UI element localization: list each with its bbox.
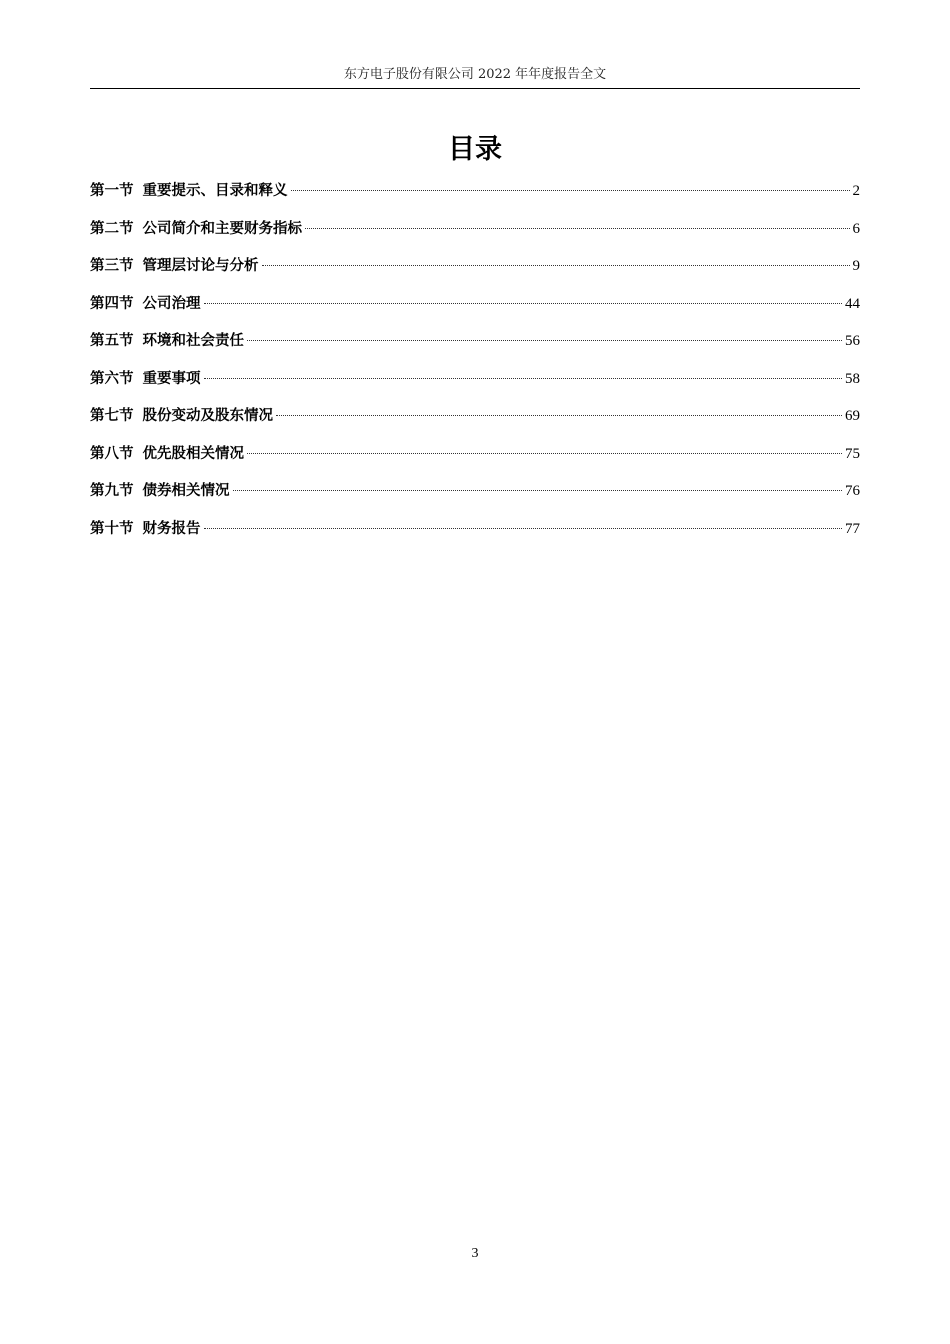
dot-leader [305,227,850,229]
toc-section-number: 第九节 [90,483,134,499]
dot-leader [204,377,843,379]
dot-leader [291,189,850,191]
toc-page-number: 56 [845,333,860,349]
toc-entry[interactable] [90,405,860,443]
dot-leader [247,339,842,341]
running-header [90,66,860,89]
toc-section-label: 债券相关情况 [142,483,230,499]
toc-entry[interactable] [90,218,860,256]
toc-section-label: 优先股相关情况 [142,445,244,462]
toc-page-number: 69 [845,408,860,424]
toc-page-number: 58 [845,370,860,387]
toc-entry[interactable] [90,330,860,368]
toc-entry[interactable] [90,518,860,556]
toc-entry[interactable] [90,255,860,293]
dot-leader [262,264,850,266]
toc-entry[interactable] [90,293,860,331]
toc-section-label: 公司治理 [142,295,201,312]
toc-page-number: 77 [845,520,860,537]
page-title: 目录 [448,134,502,165]
toc-section-number: 第十节 [90,520,134,537]
toc-section-number: 第六节 [90,370,134,387]
toc-section-number: 第五节 [90,333,134,349]
toc-section-number: 第一节 [90,183,134,199]
toc-section-number: 第三节 [90,258,134,274]
dot-leader [204,302,843,304]
toc-section-label: 管理层讨论与分析 [142,258,259,274]
toc-section-label: 重要提示、目录和释义 [142,183,288,199]
toc-section-label: 环境和社会责任 [142,333,244,349]
toc-page-number: 76 [845,483,860,499]
toc-entry[interactable] [90,180,860,218]
dot-leader [204,527,843,529]
dot-leader [247,452,842,454]
toc-entry[interactable] [90,443,860,481]
toc-page-number: 2 [852,183,860,199]
header-text: 东方电子股份有限公司 2022 年年度报告全文 [343,67,607,82]
toc-section-label: 财务报告 [142,520,201,537]
toc-section-label: 公司简介和主要财务指标 [142,220,302,237]
dot-leader [276,414,842,416]
table-of-contents [90,180,860,555]
dot-leader [233,489,843,491]
toc-section-number: 第七节 [90,408,134,424]
toc-page-number: 6 [852,220,860,237]
toc-section-number: 第八节 [90,445,134,462]
toc-section-label: 股份变动及股东情况 [142,408,273,424]
toc-entry[interactable] [90,480,860,518]
toc-section-label: 重要事项 [142,370,201,387]
toc-page-number: 75 [845,445,860,462]
toc-page-number: 44 [845,295,860,312]
toc-section-number: 第二节 [90,220,134,237]
toc-section-number: 第四节 [90,295,134,312]
page-footer-number: 3 [471,1246,479,1261]
toc-entry[interactable] [90,368,860,406]
toc-page-number: 9 [852,258,860,274]
